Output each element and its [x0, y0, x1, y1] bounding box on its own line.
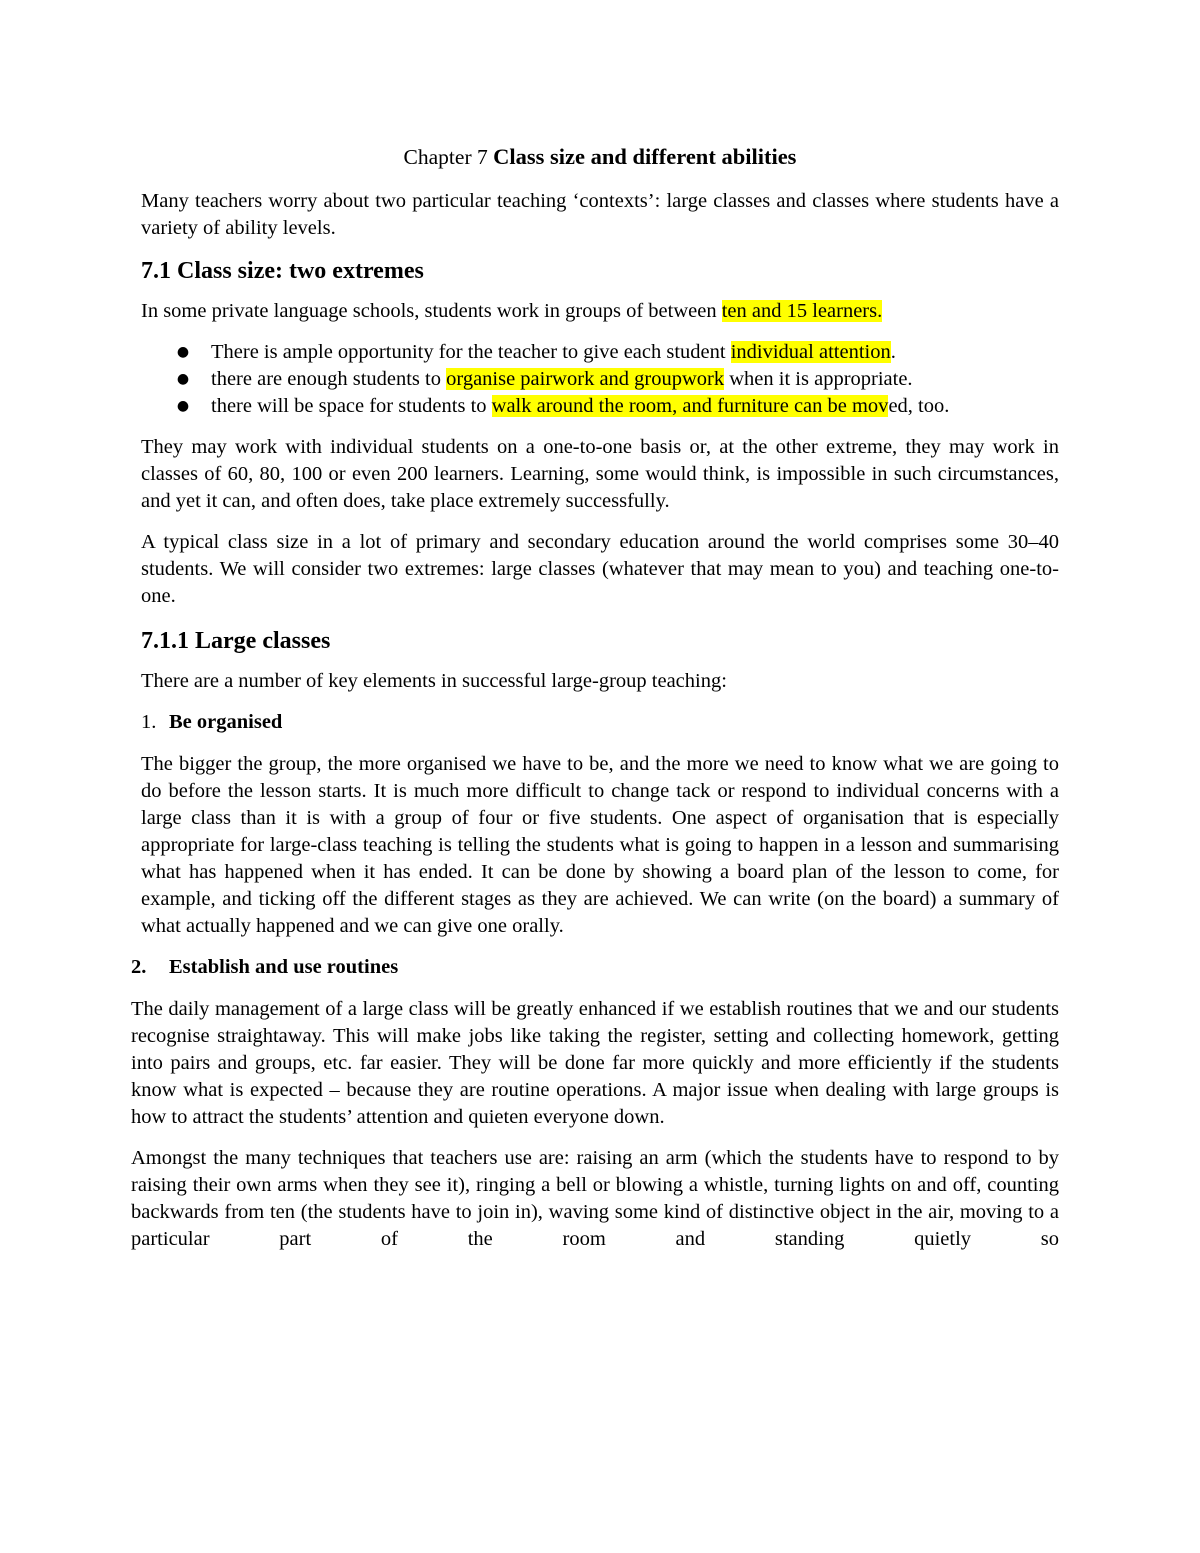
section-7-1-lead — [141, 298, 1059, 325]
lead-highlight: ten and 15 learners. — [721, 300, 883, 322]
section-heading-7-1: 7.1 Class size: two extremes — [141, 258, 424, 284]
item-title: Establish and use routines — [169, 956, 399, 978]
bullet-icon: ● — [176, 344, 190, 360]
body-paragraph: They may work with individual students on a one-to-one basis or, at the other extreme, they may work in classes of 60, 80, 100 or even 200 learners. Learning, some would think, is impossible in such circumstances, and yet it can, and often does, take place extremely successfully. — [141, 436, 1059, 512]
list-item: ● there are enough students to organise pairwork and groupwork when it is appropriate. — [141, 366, 1059, 393]
list-item: ● There is ample opportunity for the teacher to give each student individual attention. — [141, 339, 1059, 366]
lead-text: In some private language schools, students work in groups of between — [141, 300, 722, 322]
body-paragraph: A typical class size in a lot of primary and secondary education around the world comprises some 30–40 students. We will consider two extremes: large classes (whatever that may mean to you) and teaching one-to-one. — [141, 531, 1059, 607]
item-number: 1. — [141, 711, 157, 733]
chapter-name: Class size and different abilities — [493, 144, 797, 169]
text-highlight: individual attention — [730, 341, 891, 363]
item-number: 2. — [131, 956, 147, 978]
text-highlight: walk around the room, and furniture can be mov — [491, 395, 889, 417]
body-paragraph: The bigger the group, the more organised we have to be, and the more we need to know what we are going to do before the lesson starts. It is much more difficult to change tack or respond to individual concerns with a large class than it is with a group of four or five students. One aspect of organisation that is especially appropriate for large-class teaching is telling the students what is going to happen in a lesson and summarising what has happened when it has ended. It can be done by showing a board plan of the lesson to come, for example, and ticking off the different stages as they are achieved. We can write (on the board) a summary of what actually happened and we can give one orally. — [141, 753, 1059, 937]
intro-paragraph: Many teachers worry about two particular teaching ‘contexts’: large classes and classes where students have a variety of ability levels. — [141, 190, 1059, 239]
item-title: Be organised — [169, 711, 283, 733]
list-item: ● there will be space for students to walk around the room, and furniture can be moved, too. — [141, 393, 1059, 420]
bullet-icon: ● — [176, 398, 190, 414]
body-paragraph: Amongst the many techniques that teachers use are: raising an arm (which the students have to respond to by raising their own arms when they see it), ringing a bell or blowing a whistle, turning lights on and off, counting backwards from ten (the students have to join in), waving some kind of distinctive object in the air, moving to a particular part of the room and standing quietly so — [131, 1147, 1059, 1250]
section-heading-7-1-1: 7.1.1 Large classes — [141, 628, 331, 654]
chapter-title — [141, 142, 1059, 172]
page-content — [131, 142, 1059, 1253]
numbered-heading-2 — [131, 954, 1059, 981]
bullet-icon: ● — [176, 371, 190, 387]
bullet-list — [141, 339, 1059, 420]
body-paragraph: The daily management of a large class will be greatly enhanced if we establish routines that we and our students recognise straightaway. This will make jobs like taking the register, setting and collecting homework, getting into pairs and groups, etc. far easier. They will be done far more quickly and more efficiently if the students know what is expected – because they are routine operations. A major issue when dealing with large groups is how to attract the students’ attention and quieten everyone down. — [131, 998, 1059, 1128]
text-highlight: organise pairwork and groupwork — [446, 368, 725, 390]
numbered-heading-1 — [141, 709, 1059, 736]
section-7-1-1-lead: There are a number of key elements in successful large-group teaching: — [141, 670, 727, 692]
chapter-prefix: Chapter 7 — [403, 145, 488, 169]
